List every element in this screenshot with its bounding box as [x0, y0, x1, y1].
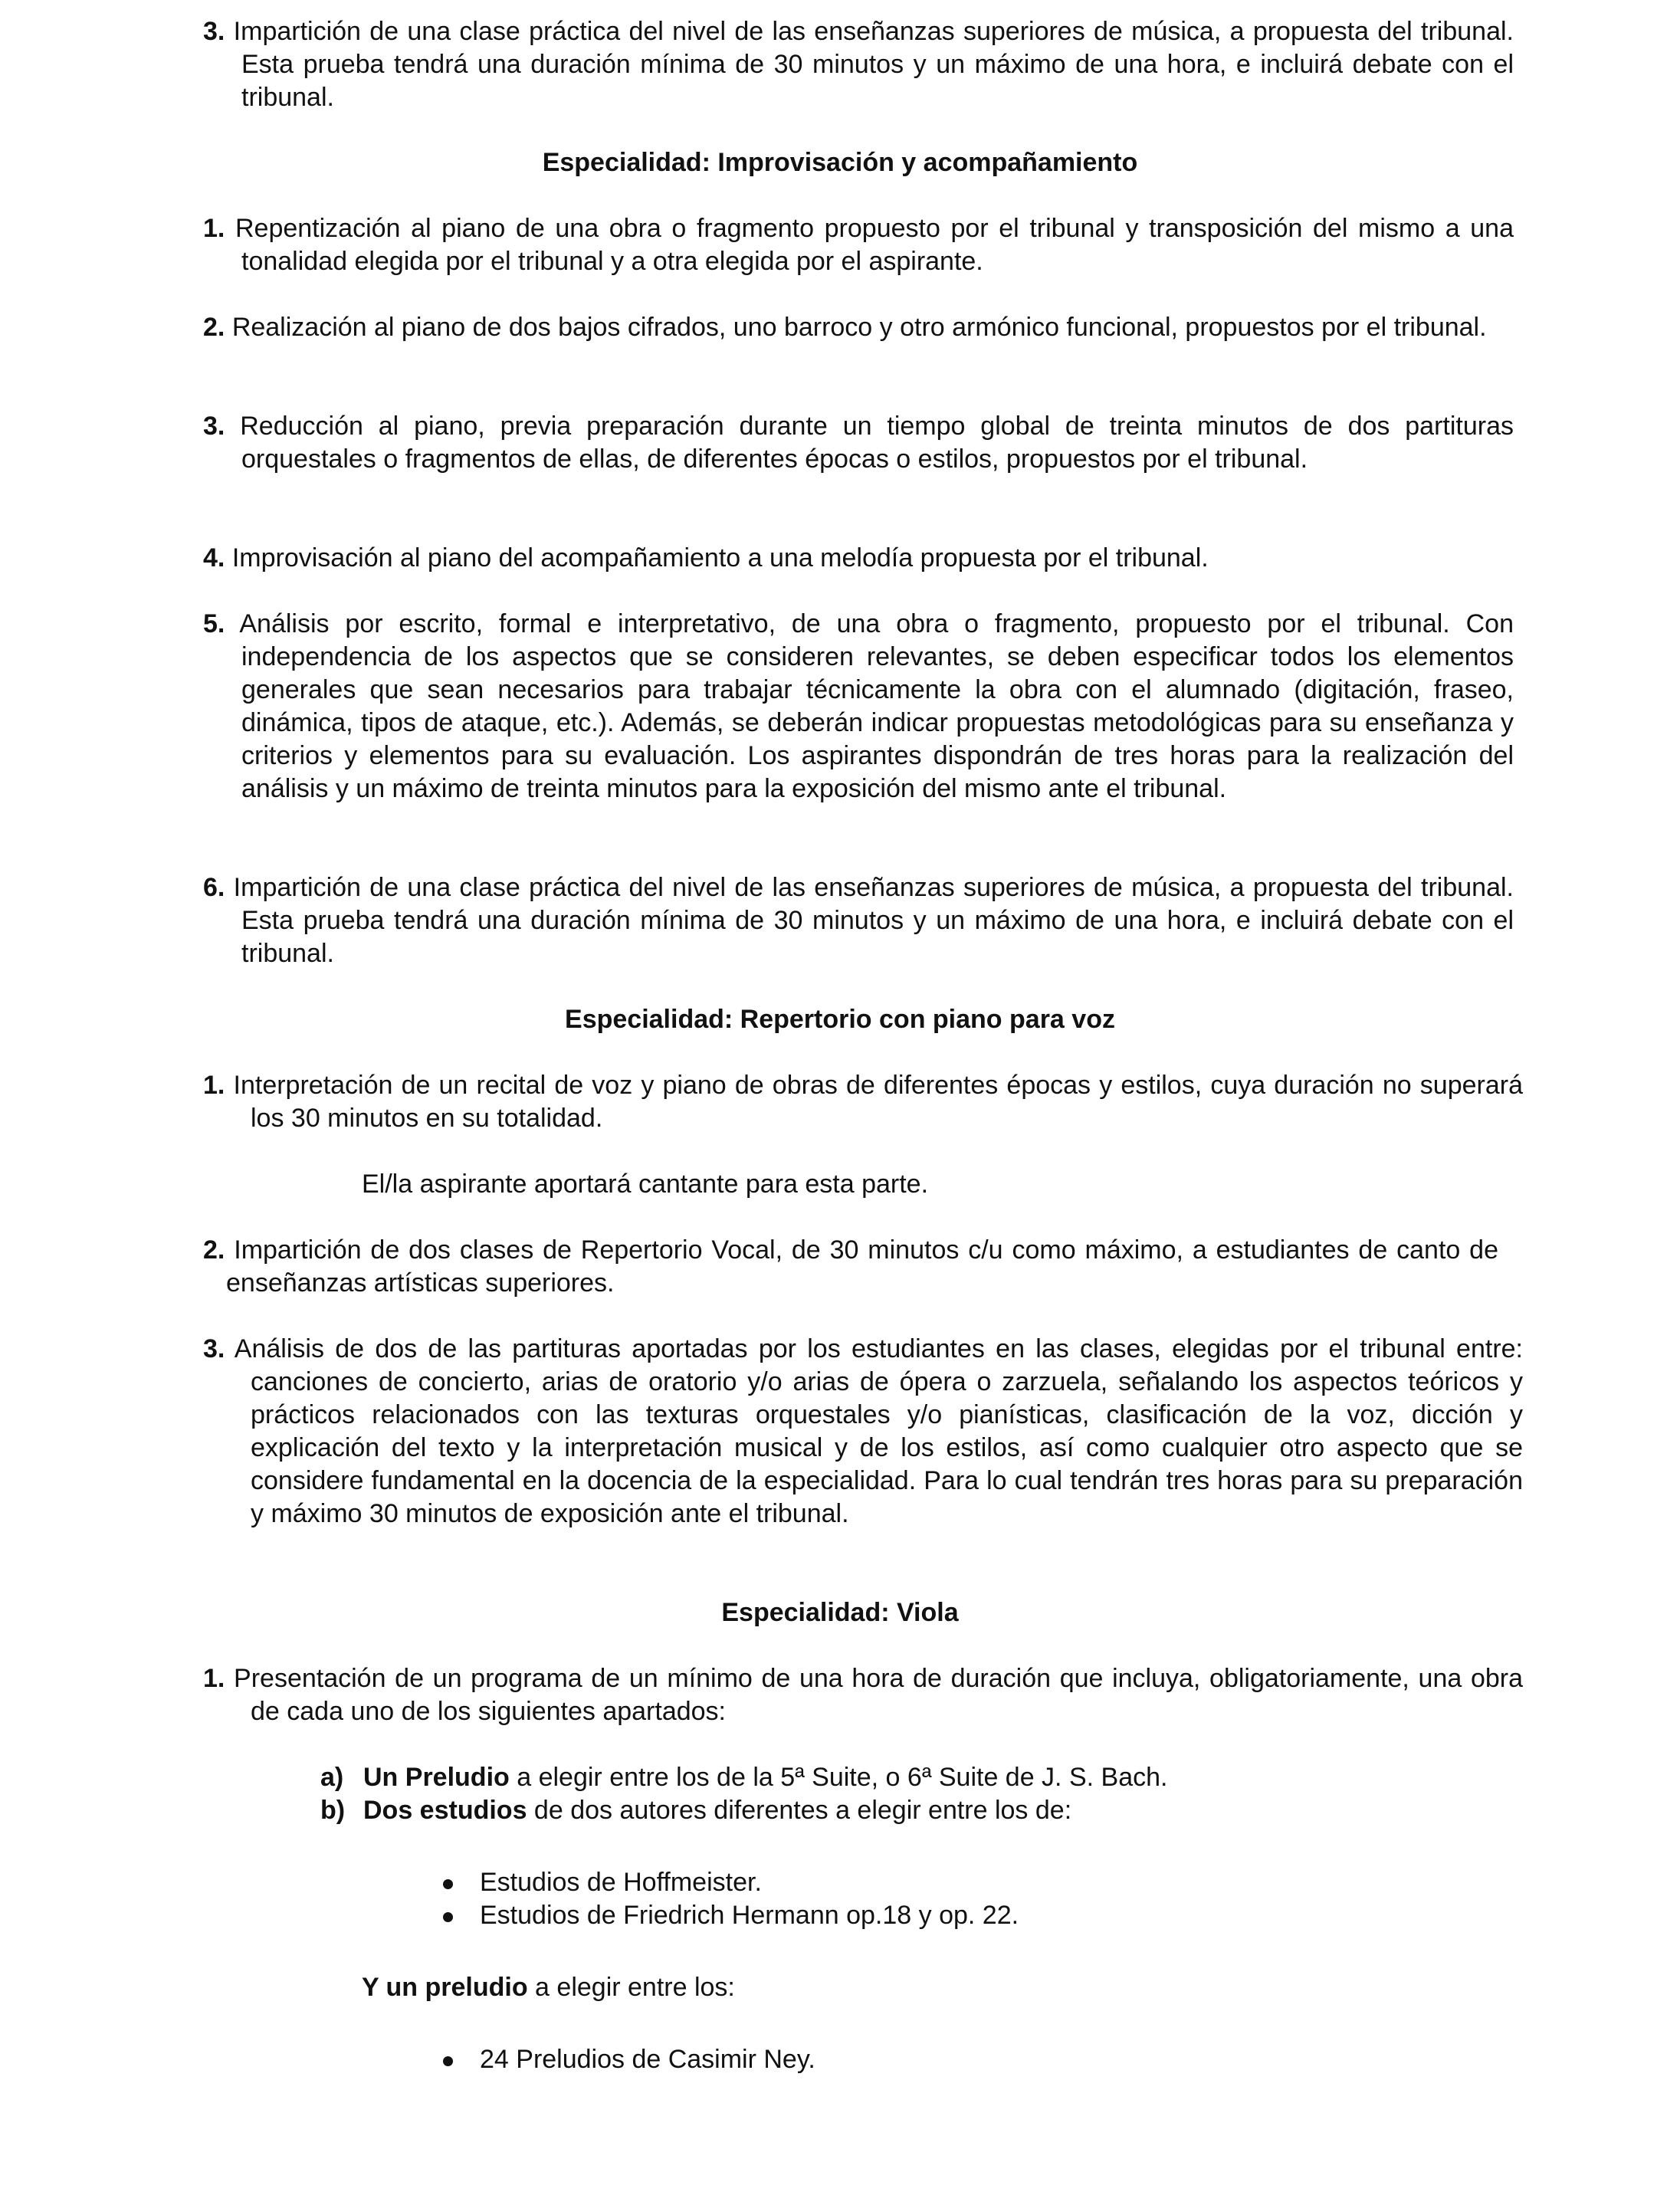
bullet-icon [443, 2056, 453, 2066]
bullet-text: Estudios de Friedrich Hermann op.18 y op. 22. [480, 1901, 1019, 1930]
sub-item-b [320, 1794, 1470, 1827]
item-text: Análisis de dos de las partituras aportadas por los estudiantes en las clases, elegidas por el tribunal entre: canciones de concierto, arias de oratorio y/o arias de ópera o zarzuela, señalando los aspectos teóricos y prácticos relacionados con las texturas orquestales y/o pianísticas, clasificación de la voz, dicción y explicación del texto y la interpretación musical y de los estilos, así como cualquier otro aspecto que se considere fundamental en la docencia de la especialidad. Para lo cual tendrán tres horas para su preparación y máximo 30 minutos de exposición ante el tribunal. [234, 1334, 1523, 1528]
bullet-icon [443, 1879, 453, 1889]
item-number: 3. [203, 1334, 225, 1363]
bullet-text: Estudios de Hoffmeister. [480, 1868, 762, 1897]
item-text: Presentación de un programa de un mínimo de una hora de duración que incluya, obligatoriamente, una obra de cada uno de los siguientes apartados: [234, 1664, 1524, 1726]
item-text: Interpretación de un recital de voz y piano de obras de diferentes épocas y estilos, cuya duración no superará los 30 minutos en su totalidad. [233, 1071, 1524, 1133]
item-text: Realización al piano de dos bajos cifrados, uno barroco y otro armónico funcional, propuestos por el tribunal. [231, 313, 1487, 342]
sub-item-label: a) [320, 1763, 344, 1792]
list-item [203, 1333, 1523, 1531]
list-item [203, 410, 1514, 476]
lead-line [362, 1971, 735, 2004]
item-text: Improvisación al piano del acompañamiento a una melodía propuesta por el tribunal. [231, 543, 1209, 573]
item-number: 1. [203, 214, 225, 243]
list-item [203, 608, 1514, 805]
list-item [203, 871, 1514, 970]
list-item [203, 311, 1514, 344]
list-item [203, 542, 1514, 575]
list-item [203, 1234, 1498, 1300]
section-heading-repertorio: Especialidad: Repertorio con piano para voz [565, 1005, 1115, 1034]
bullet-item [443, 2043, 815, 2076]
section-heading-improvisacion: Especialidad: Improvisación y acompañamiento [542, 148, 1138, 177]
note-text: El/la aspirante aportará cantante para esta parte. [362, 1170, 929, 1199]
sub-item-label: b) [320, 1796, 346, 1825]
sub-item-text: a elegir entre los de la 5ª Suite, o 6ª Suite de J. S. Bach. [509, 1763, 1168, 1792]
list-item [203, 1069, 1523, 1135]
item-number: 1. [203, 1664, 225, 1693]
item-number: 2. [203, 1235, 225, 1265]
item-text: Reducción al piano, previa preparación durante un tiempo global de treinta minutos de dos partituras orquestales o fragmentos de ellas, de diferentes épocas o estilos, propuestos por el tribunal. [240, 412, 1514, 474]
bullet-item [443, 1866, 762, 1899]
lead-bold: Y un preludio [362, 1973, 528, 2002]
item-number: 3. [203, 412, 225, 441]
item-number: 1. [203, 1071, 225, 1100]
item-number: 3. [203, 17, 225, 46]
bullet-item [443, 1899, 1019, 1932]
list-item [203, 1662, 1523, 1728]
section-heading-viola: Especialidad: Viola [721, 1598, 959, 1627]
list-item [203, 212, 1514, 278]
item-number: 6. [203, 873, 225, 902]
item-number: 4. [203, 543, 225, 573]
item-text: Impartición de una clase práctica del nivel de las enseñanzas superiores de música, a propuesta del tribunal. Esta prueba tendrá una duración mínima de 30 minutos y un máximo de una hora, e incluirá debate con el tribunal. [233, 17, 1514, 112]
sub-item-bold: Un Preludio [363, 1763, 510, 1792]
bullet-text: 24 Preludios de Casimir Ney. [480, 2045, 815, 2074]
item-text: Análisis por escrito, formal e interpretativo, de una obra o fragmento, propuesto por el tribunal. Con independencia de los aspectos que se consideren relevantes, se deben especificar todos los elementos generales que sean necesarios para trabajar técnicamente la obra con el alumnado (digitación, fraseo, dinámica, tipos de ataque, etc.). Además, se deberán indicar propuestas metodológicas para su enseñanza y criterios y elementos para su evaluación. Los aspirantes dispondrán de tres horas para la realización del análisis y un máximo de treinta minutos para la exposición del mismo ante el tribunal. [239, 609, 1514, 803]
list-item [203, 15, 1514, 114]
sub-item-text: de dos autores diferentes a elegir entre los de: [527, 1796, 1072, 1825]
item-text: Impartición de dos clases de Repertorio Vocal, de 30 minutos c/u como máximo, a estudiantes de canto de enseñanzas artísticas superiores. [226, 1235, 1498, 1298]
sub-item-a [320, 1761, 1470, 1794]
item-text: Impartición de una clase práctica del nivel de las enseñanzas superiores de música, a propuesta del tribunal. Esta prueba tendrá una duración mínima de 30 minutos y un máximo de una hora, e incluirá debate con el tribunal. [233, 873, 1514, 968]
lead-text: a elegir entre los: [527, 1973, 735, 2002]
item-number: 2. [203, 313, 225, 342]
item-number: 5. [203, 609, 225, 638]
sub-item-bold: Dos estudios [363, 1796, 527, 1825]
bullet-icon [443, 1912, 453, 1922]
item-text: Repentización al piano de una obra o fragmento propuesto por el tribunal y transposición del mismo a una tonalidad elegida por el tribunal y a otra elegida por el aspirante. [235, 214, 1514, 276]
